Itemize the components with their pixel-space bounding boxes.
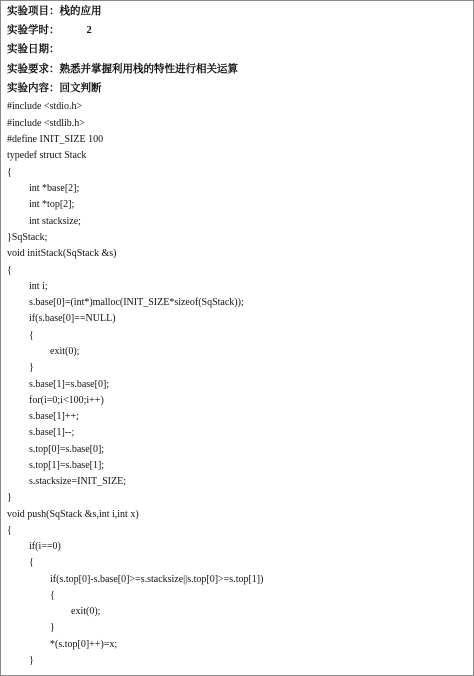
code-line: { bbox=[50, 590, 55, 601]
code-line: s.top[0]=s.base[0]; bbox=[29, 444, 105, 455]
code-line: s.stacksize=INIT_SIZE; bbox=[29, 476, 127, 487]
code-line: if(s.base[0]==NULL) bbox=[29, 313, 116, 324]
code-line: typedef struct Stack bbox=[7, 150, 87, 161]
code-line: { bbox=[29, 557, 34, 568]
code-line: void push(SqStack &s,int i,int x) bbox=[7, 509, 139, 520]
header-value-requirement: 熟悉并掌握利用栈的特性进行相关运算 bbox=[59, 64, 238, 75]
header-value-project: 栈的应用 bbox=[59, 6, 102, 17]
code-line: if(i==0) bbox=[29, 541, 61, 552]
header-line-content bbox=[7, 82, 102, 96]
code-line: { bbox=[7, 167, 12, 178]
code-line: }SqStack; bbox=[7, 232, 48, 243]
code-line: { bbox=[29, 330, 34, 341]
code-line: s.base[1]=s.base[0]; bbox=[29, 379, 110, 390]
header-label-hours: 实验学时： bbox=[7, 25, 60, 36]
code-line: s.base[1]++; bbox=[29, 411, 79, 422]
code-line: { bbox=[7, 265, 12, 276]
code-line: #define INIT_SIZE 100 bbox=[7, 134, 104, 145]
code-line: if(s.top[0]-s.base[0]>=s.stacksize||s.top[0]>=s.top[1]) bbox=[50, 574, 264, 585]
header-line-project bbox=[7, 5, 102, 19]
code-line: for(i=0;i<100;i++) bbox=[29, 395, 104, 406]
code-line: int *base[2]; bbox=[29, 183, 80, 194]
header-line-date bbox=[7, 43, 60, 57]
header-value-content: 回文判断 bbox=[59, 83, 102, 94]
code-line: int *top[2]; bbox=[29, 199, 75, 210]
code-line: } bbox=[29, 655, 34, 666]
code-line: s.base[1]--; bbox=[29, 427, 75, 438]
code-line: { bbox=[7, 525, 12, 536]
header-value-hours: 2 bbox=[86, 25, 92, 36]
header-label-date: 实验日期： bbox=[7, 44, 60, 55]
code-line: s.base[0]=(int*)malloc(INIT_SIZE*sizeof(SqStack)); bbox=[29, 297, 244, 308]
header-label-project: 实验项目： bbox=[7, 6, 60, 17]
header-label-content: 实验内容： bbox=[7, 83, 60, 94]
code-line: } bbox=[29, 362, 34, 373]
code-line: void initStack(SqStack &s) bbox=[7, 248, 117, 259]
code-line: exit(0); bbox=[71, 606, 101, 617]
header-label-requirement: 实验要求： bbox=[7, 64, 60, 75]
code-line: s.top[1]=s.base[1]; bbox=[29, 460, 105, 471]
code-line: } bbox=[50, 622, 55, 633]
code-line: int stacksize; bbox=[29, 216, 81, 227]
code-line: *(s.top[0]++)=x; bbox=[50, 639, 118, 650]
code-line: int i; bbox=[29, 281, 48, 292]
header-line-requirement bbox=[7, 63, 238, 77]
code-line: exit(0); bbox=[50, 346, 80, 357]
code-line: } bbox=[7, 492, 12, 503]
code-line: #include <stdlib.h> bbox=[7, 118, 85, 129]
header-line-hours bbox=[7, 24, 92, 38]
code-line: #include <stdio.h> bbox=[7, 101, 83, 112]
